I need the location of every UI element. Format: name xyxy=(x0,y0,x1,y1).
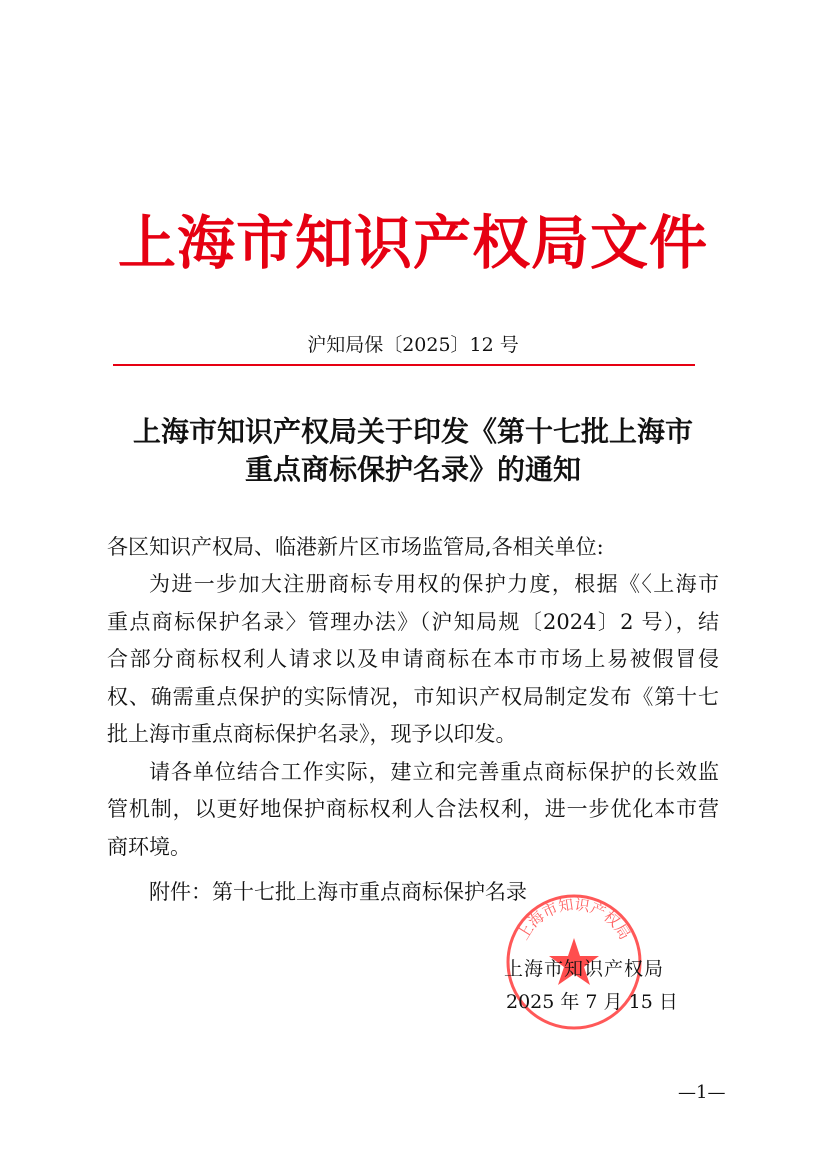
paragraph-line: 商环境。 xyxy=(107,835,191,859)
page-number: —1— xyxy=(678,1082,726,1103)
notice-title-line-2: 重点商标保护名录》的通知 xyxy=(244,453,581,486)
paragraph-line: 为进一步加大注册商标专用权的保护力度，根据《〈上海市 xyxy=(149,572,719,596)
paragraph-line: 批上海市重点商标保护名录》，现予以印发。 xyxy=(107,722,517,746)
salutation: 各区知识产权局、临港新片区市场监管局,各相关单位: xyxy=(107,535,604,559)
document-number: 沪知局保〔2025〕12 号 xyxy=(307,334,519,356)
paragraph-line: 请各单位结合工作实际，建立和完善重点商标保护的长效监 xyxy=(149,760,719,784)
red-divider xyxy=(113,364,695,366)
paragraph-line: 管机制，以更好地保护商标权利人合法权利，进一步优化本市营 xyxy=(107,797,719,821)
seal-text: 上海市知识产权局 xyxy=(514,895,634,943)
attachment-note: 附件：第十七批上海市重点商标保护名录 xyxy=(149,880,527,904)
paragraph-line: 合部分商标权利人请求以及申请商标在本市市场上易被假冒侵 xyxy=(107,647,719,671)
notice-title-line-1: 上海市知识产权局关于印发《第十七批上海市 xyxy=(132,415,693,448)
svg-text:上海市知识产权局 xyxy=(514,895,634,942)
signature-date: 2025 年 7 月 15 日 xyxy=(506,991,678,1013)
paragraph-line: 重点商标保护名录〉管理办法》（沪知局规〔2024〕2 号），结 xyxy=(107,610,719,634)
signature-organization: 上海市知识产权局 xyxy=(504,958,665,980)
paragraph-line: 权、确需重点保护的实际情况，市知识产权局制定发布《第十七 xyxy=(107,685,719,709)
document-header-title: 上海市知识产权局文件 xyxy=(117,209,708,277)
